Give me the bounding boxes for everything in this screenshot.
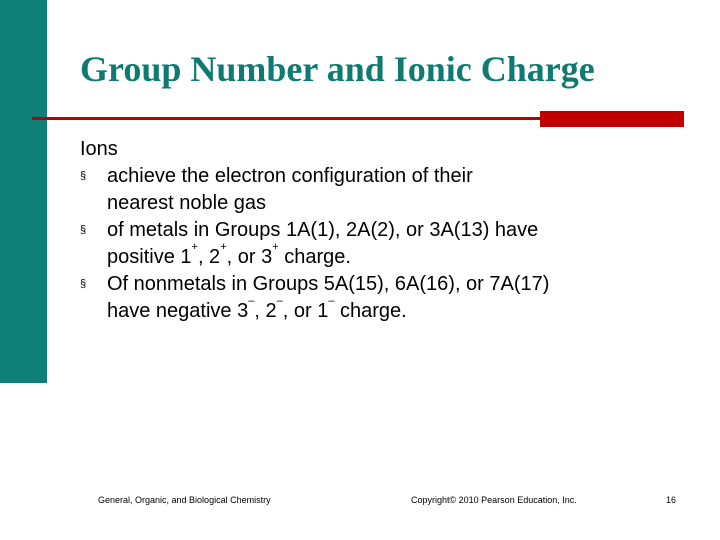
charge-superscript: – bbox=[248, 295, 255, 307]
footer-book-title: General, Organic, and Biological Chemistry bbox=[98, 495, 271, 505]
text-run: charge. bbox=[334, 300, 407, 322]
text-run: charge. bbox=[278, 246, 351, 268]
text-run: , or 1 bbox=[282, 300, 329, 322]
square-bullet-icon: § bbox=[80, 170, 87, 182]
text-run: , or 3 bbox=[226, 246, 273, 268]
charge-superscript: + bbox=[220, 241, 227, 253]
bullet-item bbox=[80, 163, 680, 217]
slide-title: Group Number and Ionic Charge bbox=[80, 49, 595, 89]
bullet-text-line bbox=[107, 295, 680, 325]
bullet-list bbox=[80, 163, 680, 325]
left-accent-bar bbox=[0, 0, 47, 383]
bullet-item bbox=[80, 217, 680, 271]
charge-superscript: + bbox=[272, 241, 279, 253]
page-number: 16 bbox=[666, 495, 677, 505]
title-divider-block bbox=[540, 111, 684, 127]
bullet-text-line bbox=[107, 241, 680, 271]
bullet-text-line: nearest noble gas bbox=[107, 192, 267, 214]
charge-superscript: – bbox=[276, 295, 283, 307]
bullet-text-line: achieve the electron configuration of their bbox=[107, 165, 473, 187]
bullet-text-line: of metals in Groups 1A(1), 2A(2), or 3A(13) have bbox=[107, 219, 539, 241]
body-heading: Ions bbox=[80, 138, 118, 160]
charge-superscript: + bbox=[191, 241, 198, 253]
bullet-item bbox=[80, 271, 680, 325]
text-run: , 2 bbox=[254, 300, 277, 322]
square-bullet-icon: § bbox=[80, 278, 87, 290]
footer-copyright: Copyright© 2010 Pearson Education, Inc. bbox=[411, 495, 577, 505]
charge-superscript: – bbox=[328, 295, 335, 307]
square-bullet-icon: § bbox=[80, 224, 87, 236]
text-run: have negative 3 bbox=[107, 300, 249, 322]
text-run: positive 1 bbox=[107, 246, 192, 268]
bullet-text-line: Of nonmetals in Groups 5A(15), 6A(16), or 7A(17) bbox=[107, 273, 550, 295]
text-run: , 2 bbox=[197, 246, 221, 268]
slide-body bbox=[80, 136, 680, 325]
